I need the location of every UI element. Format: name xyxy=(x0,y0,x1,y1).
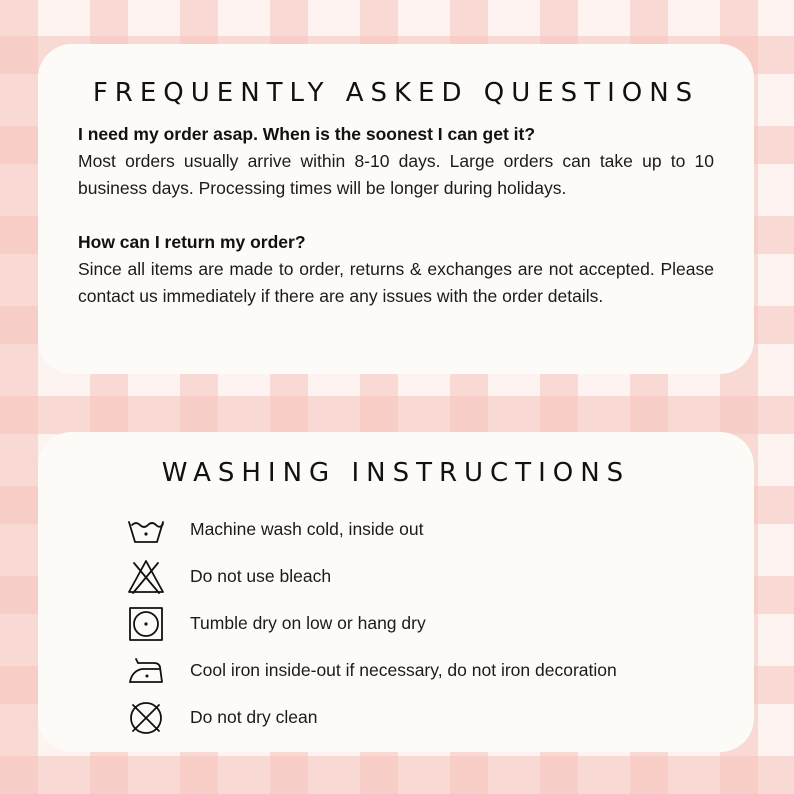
tumble-dry-low-icon xyxy=(126,604,166,644)
washing-list xyxy=(38,506,754,741)
faq-card xyxy=(38,44,754,374)
washing-text: Cool iron inside-out if necessary, do not iron decoration xyxy=(190,660,617,680)
washing-title: WASHING INSTRUCTIONS xyxy=(161,458,631,488)
faq-item-returns xyxy=(78,229,714,310)
do-not-bleach-icon xyxy=(126,557,166,597)
washing-text: Tumble dry on low or hang dry xyxy=(190,613,426,633)
washing-item xyxy=(126,600,754,647)
faq-item-shipping xyxy=(78,121,714,202)
washing-text: Do not use bleach xyxy=(190,566,332,586)
faq-question: I need my order asap. When is the soonest I can get it? xyxy=(78,124,536,144)
do-not-dry-clean-icon xyxy=(126,698,166,738)
faq-answer: Most orders usually arrive within 8-10 days. Large orders can take up to 10 business days. Processing times will be longer during holidays. xyxy=(78,151,714,198)
faq-question: How can I return my order? xyxy=(78,232,306,252)
washing-card xyxy=(38,432,754,752)
washing-text: Machine wash cold, inside out xyxy=(190,519,424,539)
washing-item xyxy=(126,647,754,694)
faq-title: FREQUENTLY ASKED QUESTIONS xyxy=(92,78,700,108)
washing-text: Do not dry clean xyxy=(190,707,318,727)
cool-iron-icon xyxy=(126,651,166,691)
washing-item xyxy=(126,506,754,553)
washing-item xyxy=(126,553,754,600)
washing-item xyxy=(126,694,754,741)
machine-wash-cold-icon xyxy=(126,510,166,550)
faq-answer: Since all items are made to order, returns & exchanges are not accepted. Please contact us immediately if there are any issues with the order details. xyxy=(78,259,714,306)
